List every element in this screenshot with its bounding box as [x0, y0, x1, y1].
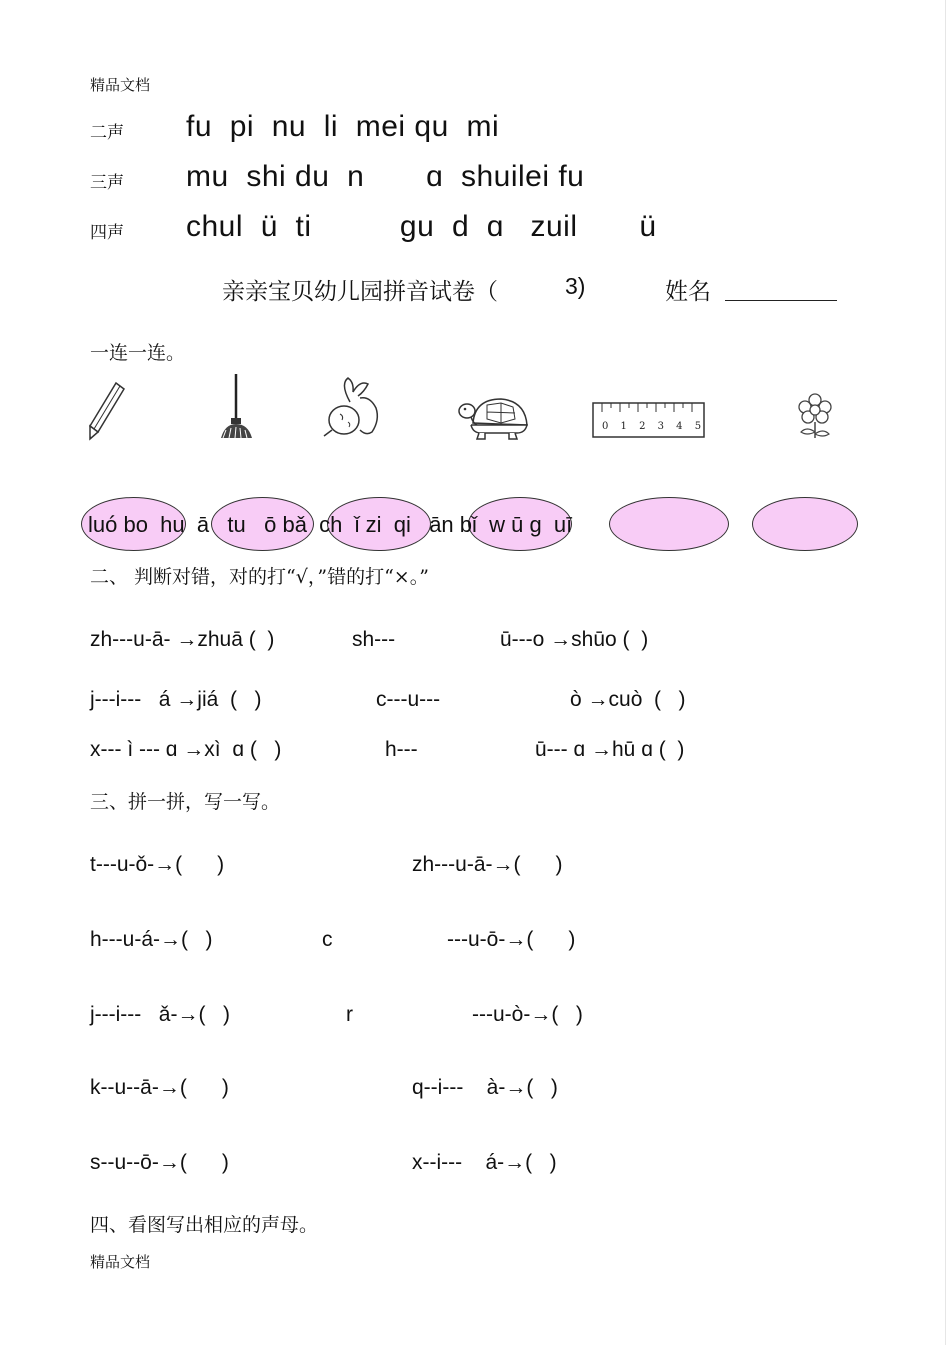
ruler-ticks-text: 0 1 2 3 4 5 [602, 421, 706, 432]
page-edge [945, 0, 946, 1345]
spell-row-2-b: c [322, 928, 333, 951]
spell-row-5-a: s--u--ō-→( ) [90, 1151, 229, 1174]
section4-heading: 四、看图写出相应的声母。 [90, 1214, 319, 1236]
title-number: 3) [565, 273, 586, 299]
spell-row-3-a: j---i--- ǎ-→( ) [90, 1003, 230, 1026]
spell-row-3-b: r [346, 1003, 353, 1026]
tone-label-3: 三声 [90, 173, 124, 193]
spell-row-4-b: q--i--- à-→( ) [412, 1076, 558, 1099]
judge-row-1-b: sh--- [352, 628, 396, 651]
turtle-icon [457, 393, 531, 441]
tone-label-4: 四声 [90, 223, 124, 243]
answer-oval-6[interactable] [752, 497, 858, 551]
spell-row-5-b: x--i--- á-→( ) [412, 1151, 557, 1174]
tone-row-2: fu pi nu li mei qu mi [186, 110, 500, 143]
spell-row-1-b: zh---u-ā-→( ) [412, 853, 563, 876]
spell-row-2-a: h---u-á-→( ) [90, 928, 213, 951]
judge-row-3-b: h--- [385, 738, 418, 761]
section3-heading: 三、拼一拼，写一写。 [90, 791, 281, 813]
footer-note: 精品文档 [90, 1253, 151, 1271]
tone-row-3: mu shi du n ɑ shuilei fu [186, 160, 585, 193]
spell-row-4-a: k--u--ā-→( ) [90, 1076, 229, 1099]
mop-icon [215, 372, 259, 442]
name-field-line[interactable] [725, 300, 837, 301]
judge-row-1-c: ū---o →shūo ( ) [500, 628, 649, 651]
tone-label-2: 二声 [90, 123, 124, 143]
tone-row-4: chul ü ti gu d ɑ zuil ü [186, 210, 657, 243]
spell-row-1-a: t---u-ǒ-→( ) [90, 853, 225, 876]
judge-row-1-a: zh---u-ā- →zhuā ( ) [90, 628, 275, 651]
judge-row-2-c: ò →cuò ( ) [570, 688, 686, 711]
judge-row-2-a: j---i--- á →jiá ( ) [90, 688, 262, 711]
ruler-icon [592, 402, 706, 438]
name-label: 姓名 [665, 279, 711, 305]
flower-icon [793, 392, 837, 440]
answer-oval-5[interactable] [609, 497, 729, 551]
section2-heading: 二、 判断对错，对的打“√，”错的打“×。” [90, 566, 429, 588]
judge-row-3-a: x--- ì --- ɑ →xì ɑ ( ) [90, 738, 282, 761]
pinyin-words-line: luó bo hu ā tu ō bǎ ch ǐ zi qi ān bǐ w ū g uī [88, 512, 573, 537]
pencil-icon [86, 380, 128, 442]
judge-row-2-b: c---u--- [376, 688, 441, 711]
spell-row-2-c: ---u-ō-→( ) [447, 928, 576, 951]
radish-icon [320, 374, 382, 440]
page-title: 亲亲宝贝幼儿园拼音试卷（ [222, 279, 498, 305]
section1-heading: 一连一连。 [90, 342, 186, 364]
spell-row-3-c: ---u-ò-→( ) [472, 1003, 583, 1026]
header-note: 精品文档 [90, 76, 151, 94]
judge-row-3-c: ū--- ɑ →hū ɑ ( ) [535, 738, 685, 761]
